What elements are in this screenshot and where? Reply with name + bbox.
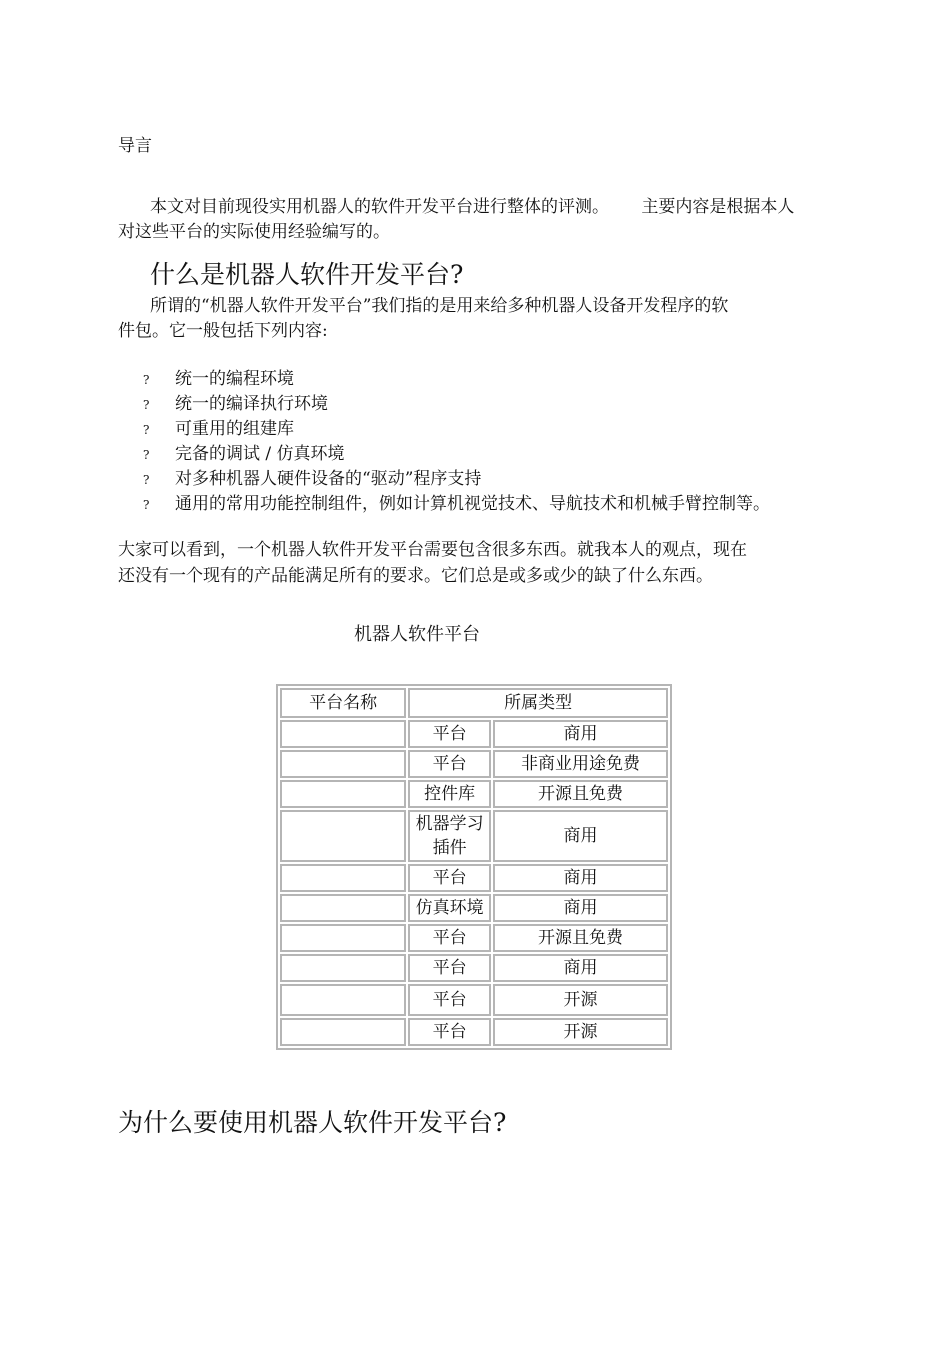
cell-platform-name [280,954,406,982]
cell-type: 平台 [408,984,491,1016]
list-item [143,467,770,492]
summary-paragraph-line-2: 还没有一个现有的产品能满足所有的要求。它们总是或多或少的缺了什么东西。 [118,566,713,586]
cell-license: 开源且免费 [493,780,668,808]
cell-license: 商用 [493,954,668,982]
cell-type: 平台 [408,924,491,952]
list-item-text: 对多种机器人硬件设备的“驱动”程序支持 [175,469,482,489]
cell-platform-name [280,924,406,952]
cell-platform-name [280,750,406,778]
cell-license: 非商业用途免费 [493,750,668,778]
section-heading-why-use: 为什么要使用机器人软件开发平台? [118,1108,507,1137]
list-item-text: 统一的编译执行环境 [175,394,328,414]
list-item-text: 完备的调试 / 仿真环境 [175,444,345,464]
platform-table [276,684,672,1050]
list-item-text: 通用的常用功能控制组件，例如计算机视觉技术、导航技术和机械手臂控制等。 [175,494,770,514]
summary-paragraph-line-1: 大家可以看到，一个机器人软件开发平台需要包含很多东西。就我本人的观点，现在 [118,540,747,560]
intro-heading: 导言 [118,136,152,156]
cell-type [408,810,491,862]
table-header-row [280,688,668,718]
table-row [280,954,668,982]
list-item [143,392,770,417]
table-row [280,894,668,922]
cell-type-line-2: 插件 [432,838,467,858]
cell-type: 平台 [408,750,491,778]
cell-type: 平台 [408,864,491,892]
cell-platform-name [280,1018,406,1046]
table-row [280,924,668,952]
cell-license: 开源且免费 [493,924,668,952]
cell-platform-name [280,810,406,862]
bullet-marker: ? [143,398,150,412]
definition-paragraph-line-2: 件包。它一般包括下列内容: [118,321,328,341]
cell-type-line-1: 机器学习 [415,814,484,834]
cell-type: 仿真环境 [408,894,491,922]
table-row [280,810,668,862]
intro-paragraph-line-1: 本文对目前现役实用机器人的软件开发平台进行整体的评测。 主要内容是根据本人 [150,197,795,217]
cell-license: 商用 [493,864,668,892]
table-row [280,720,668,748]
bullet-marker: ? [143,498,150,512]
bullet-marker: ? [143,423,150,437]
definition-paragraph-line-1: 所谓的“机器人软件开发平台”我们指的是用来给多种机器人设备开发程序的软 [150,296,729,316]
list-item-text: 可重用的组建库 [175,419,294,439]
cell-license: 开源 [493,1018,668,1046]
table-row [280,780,668,808]
cell-license: 开源 [493,984,668,1016]
cell-license: 商用 [493,810,668,862]
table-row [280,864,668,892]
table-row [280,750,668,778]
cell-platform-name [280,720,406,748]
cell-license: 商用 [493,720,668,748]
cell-type: 控件库 [408,780,491,808]
intro-paragraph-line-2: 对这些平台的实际使用经验编写的。 [118,222,390,242]
list-item [143,492,770,517]
list-item [143,417,770,442]
cell-platform-name [280,984,406,1016]
table-row [280,1018,668,1046]
bullet-marker: ? [143,448,150,462]
cell-platform-name [280,864,406,892]
cell-type: 平台 [408,954,491,982]
cell-platform-name [280,780,406,808]
table-caption: 机器人软件平台 [354,624,480,645]
cell-type: 平台 [408,1018,491,1046]
header-type: 所属类型 [408,688,668,718]
list-item-text: 统一的编程环境 [175,369,294,389]
cell-license: 商用 [493,894,668,922]
list-item [143,442,770,467]
table-row [280,984,668,1016]
cell-platform-name [280,894,406,922]
bullet-marker: ? [143,473,150,487]
feature-list [143,367,770,517]
bullet-marker: ? [143,373,150,387]
header-platform-name: 平台名称 [280,688,406,718]
list-item [143,367,770,392]
cell-type: 平台 [408,720,491,748]
section-heading-what-is: 什么是机器人软件开发平台? [150,260,464,289]
